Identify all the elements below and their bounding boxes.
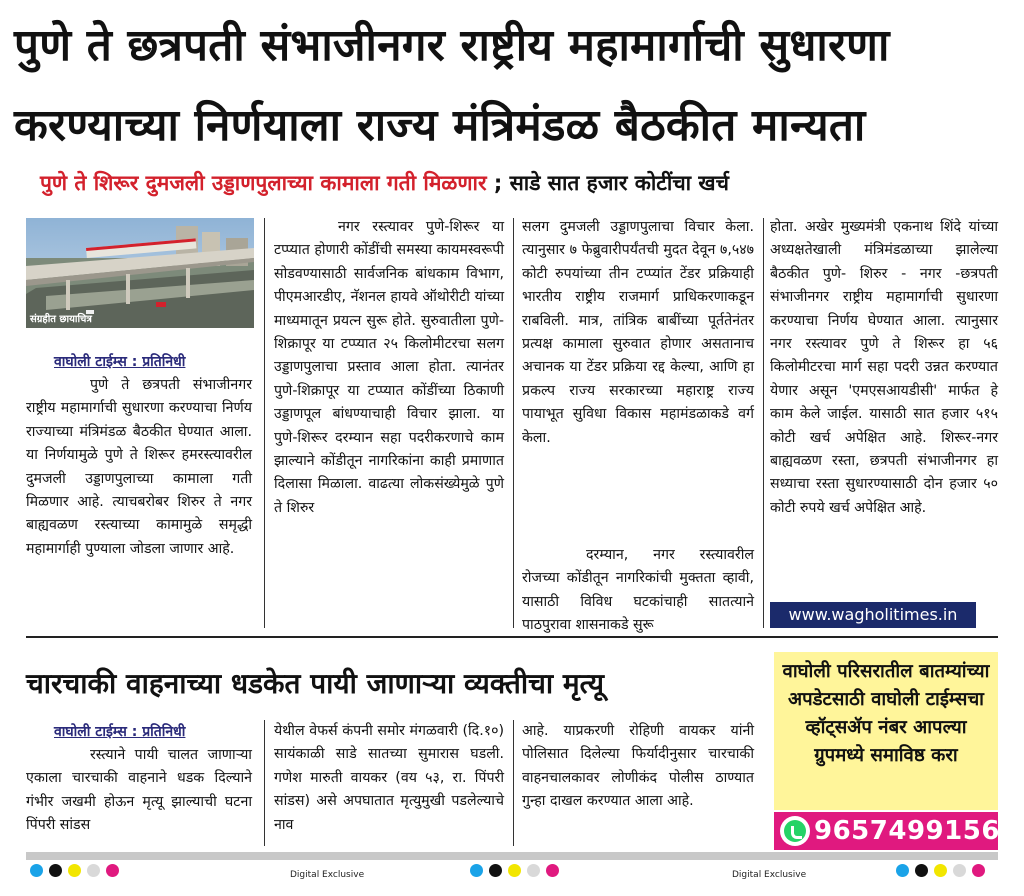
main-headline-line1: पुणे ते छत्रपती संभाजीनगर राष्ट्रीय महामार्गाची सुधारणा [14,20,890,71]
footer-label-1: Digital Exclusive [290,870,365,880]
dot-black [49,864,62,877]
whatsapp-icon [780,816,810,846]
dot-gray [87,864,100,877]
story1-col2: नगर रस्त्यावर पुणे-शिरूर या टप्प्यात होणारी कोंडींची समस्या कायमस्वरूपी सोडवण्यासाठी सार्वजनिक बांधकाम विभाग, पीएमआरडीए, नॅशनल हायवे ऑथोरीटी यांच्या माध्यमातून प्रयत्न सुरू होते. सुरुवातीला पुणे-शिक्रापूर या टप्प्यात २५ किलोमीटरचा सलग उड्डाणपुलाचा प्रस्ताव आला होता. त्यानंतर पुणे-शिक्रापूर या टप्प्यात कोंडींच्या ठिकाणी उड्डाणपूल बांधण्याचाही विचार झाला. या पुणे-शिरूर दरम्यान सहा पदरीकरणाचे काम झाल्याने कोंडीतून नागरिकांना काही प्रमाणात दिलासा मिळाला. वाढत्या लोकसंख्येमुळे पुणे ते शिरुर [274,219,504,516]
story1-col1: पुणे ते छत्रपती संभाजीनगर राष्ट्रीय महामार्गाची सुधारणा करण्याचा निर्णय राज्याच्या मंत्रिमंडळ बैठकीत घेण्यात आला. या निर्णयामुळे पुणे ते शिरूर हमरस्त्यावरील दुमजली उड्डाणपुलाच्या कामाला गती मिळणार आहे. त्याचबरोबर शिरुर ते नगर बाह्यवळण रस्त्याच्या कामामुळे समृद्धी महामार्गाही पुण्याला जोडला जाणार आहे. [26,377,252,557]
dot-magenta [972,864,985,877]
sub-headline-red: पुणे ते शिरूर दुमजली उड्डाणपुलाच्या कामाला गती मिळणार [40,171,487,195]
main-headline-line2: करण्याच्या निर्णयाला राज्य मंत्रिमंडळ बैठकीत मान्यता [14,100,866,151]
section-divider [26,636,998,638]
website-url[interactable]: www.wagholitimes.in [770,602,976,628]
story1-col4: होता. अखेर मुख्यमंत्री एकनाथ शिंदे यांच्या अध्यक्षतेखाली मंत्रिमंडळाच्या झालेल्या बैठकीत पुणे- शिरुर - नगर -छत्रपती संभाजीनगर राष्ट्रीय महामार्गाची सुधारणा करण्याचा निर्णय घेण्यात आला. त्यानुसार नगर रस्त्यावर पुणे ते शिरूर हा ५६ किलोमीटरचा मार्ग सहा पदरी उन्नत करण्यात येणार असून 'एमएसआयडीसी' मार्फत हे काम केले जाईल. यासाठी सात हजार ५१५ कोटी खर्च अपेक्षित आहे. शिरूर-नगर बाह्यवळण रस्ता, छत्रपती संभाजीनगर हा सध्याचा रस्ता सुधारण्यासाठी दोन हजार ५० कोटी रुपये खर्च अपेक्षित आहे. [770,219,998,516]
story2-byline: वाघोली टाईम्स : प्रतिनिधी [54,724,186,740]
dot-black [915,864,928,877]
sub-headline-black: ; साडे सात हजार कोटींचा खर्च [486,171,729,195]
dot-gray [953,864,966,877]
registration-dots-middle [470,862,565,881]
registration-dots-left [30,862,125,881]
footer-bar [26,852,998,860]
dot-yellow [508,864,521,877]
story2-headline: चारचाकी वाहनाच्या धडकेत पायी जाणाऱ्या व्यक्तीचा मृत्यू [26,667,604,700]
dot-cyan [896,864,909,877]
column-divider [264,218,265,628]
flyover-photo [26,218,254,328]
story1-col3b: दरम्यान, नगर रस्त्यावरील रोजच्या कोंडीतून नागरिकांची मुक्तता व्हावी, यासाठी विविध घटकांचाही सातत्याने पाठपुरावा शासनाकडे सुरू [522,547,754,634]
footer-label-2: Digital Exclusive [732,870,807,880]
whatsapp-promo-box [774,652,998,810]
story2-col2: येथील वेफर्स कंपनी समोर मंगळवारी (दि.१०) सायंकाळी साडे सातच्या सुमारास घडली. गणेश मारुती वायकर (वय ५३, रा. पिंपरी सांडस) असे अपघातात मृत्युमुखी पडलेल्याचे नाव [274,723,504,833]
photo-caption: संग्रहीत छायाचित्र [30,314,92,325]
dot-black [489,864,502,877]
dot-yellow [68,864,81,877]
column-divider [513,720,514,846]
story1-col3a: सलग दुमजली उड्डाणपुलाचा विचार केला. त्यानुसार ७ फेब्रुवारीपर्यंतची मुदत देवून ७,५४७ कोटी रुपयांच्या तीन टप्प्यांत टेंडर प्रक्रियाही भारतीय राष्ट्रीय राजमार्ग प्राधिकरणाकडून राबविली. मात्र, तांत्रिक बाबींच्या पूर्ततेनंतर प्रत्यक्ष कामाला सुरुवात होणार असतानाच अचानक या टेंडर प्रक्रिया रद्द केल्या, आणि हा प्रकल्प राज्य सरकारच्या महाराष्ट्र राज्य पायाभूत सुविधा विकास महामंडळाकडे वर्ग केला. [522,219,754,446]
dot-yellow [934,864,947,877]
whatsapp-phone-number[interactable]: 9657499156 [814,816,1000,846]
story2-col1: रस्त्याने पायी चालत जाणाऱ्या एकाला चारचाकी वाहनाने धडक दिल्याने गंभीर जखमी होऊन मृत्यू झाल्याची घटना पिंपरी सांडस [26,747,252,834]
dot-cyan [470,864,483,877]
column-divider [513,218,514,628]
whatsapp-phone-bar[interactable] [774,812,998,850]
dot-cyan [30,864,43,877]
column-divider [264,720,265,846]
dot-gray [527,864,540,877]
sub-headline [40,168,1000,198]
dot-magenta [546,864,559,877]
whatsapp-promo-text: वाघोली परिसरातील बातम्यांच्या अपडेटसाठी वाघोली टाईम्सचा व्हॉट्सॲप नंबर आपल्या ग्रुपमध्ये समाविष्ठ करा [782,661,990,766]
column-divider [763,218,764,628]
story2-col3: आहे. याप्रकरणी रोहिणी वायकर यांनी पोलिसात दिलेल्या फिर्यादीनुसार चारचाकी वाहनचालकावर लोणीकंद पोलीस ठाण्यात गुन्हा दाखल करण्यात आला आहे. [522,723,754,810]
story1-byline: वाघोली टाईम्स : प्रतिनिधी [54,354,186,370]
registration-dots-right [896,862,991,881]
dot-magenta [106,864,119,877]
